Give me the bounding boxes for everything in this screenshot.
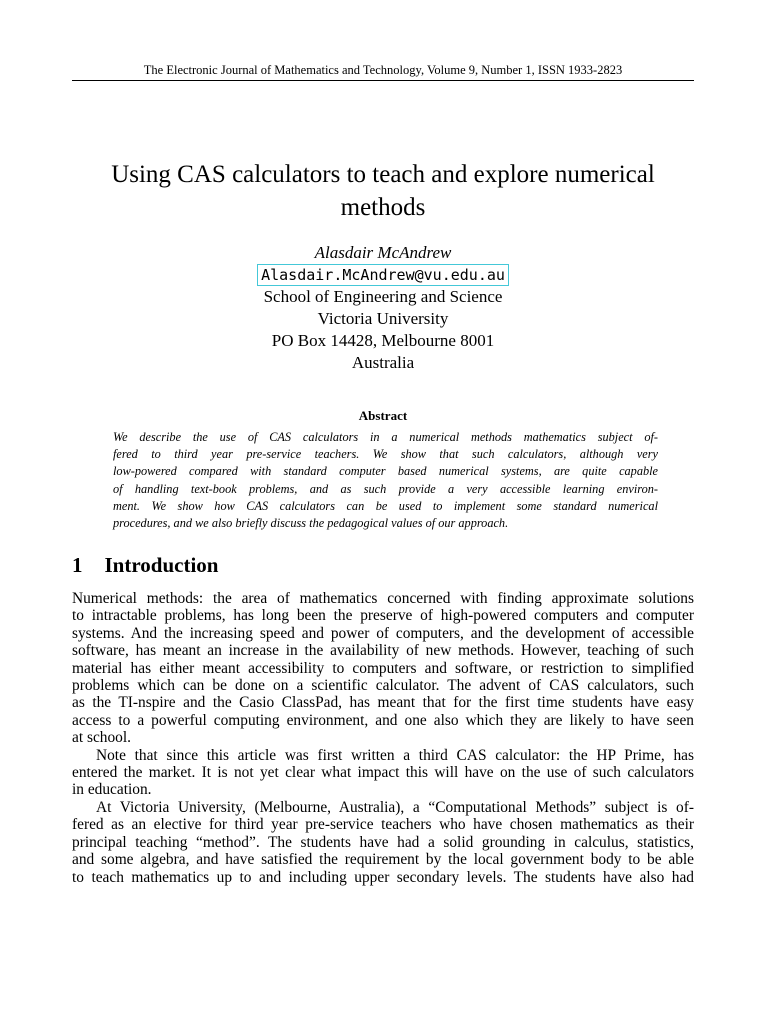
- section-title: Introduction: [104, 553, 219, 577]
- abstract-line: ment. We show how CAS calculators can be used to implement some standard numerical: [113, 498, 658, 513]
- body-line: material has either meant accessibility to computers and software, or restriction to simplified: [72, 659, 694, 677]
- journal-header-text: The Electronic Journal of Mathematics and Technology, Volume 9, Number 1, ISSN 1933-2823: [143, 63, 623, 77]
- section-heading: [72, 553, 218, 578]
- title-line-2: methods: [340, 194, 426, 221]
- abstract-heading: Abstract: [358, 408, 408, 423]
- body-line: systems. And the increasing speed and power of computers, and the development of accessible: [72, 624, 694, 642]
- body-line: access to a powerful computing environment, and one also which they are likely to have seen: [72, 711, 694, 729]
- paper-title: [72, 158, 694, 224]
- body-line: at school.: [72, 729, 131, 747]
- body-line: problems which can be done on a scientific calculator. The advent of CAS calculators, such: [72, 677, 694, 695]
- body-line: fered as an elective for third year pre-service teachers who have chosen mathematics as their: [72, 816, 694, 834]
- body-line: software, has meant an increase in the availability of new methods. However, teaching of such: [72, 642, 694, 660]
- body-line: At Victoria University, (Melbourne, Australia), a “Computational Methods” subject is of-: [96, 798, 694, 816]
- body-line: and some algebra, and have satisfied the requirement by the local government body to be able: [72, 851, 694, 869]
- author-email-link[interactable]: Alasdair.McAndrew@vu.edu.au: [257, 264, 509, 286]
- body-line: Note that since this article was first written a third CAS calculator: the HP Prime, has: [96, 746, 694, 764]
- affiliation-line: PO Box 14428, Melbourne 8001: [271, 331, 495, 350]
- abstract-text: [113, 429, 658, 532]
- running-header: [72, 62, 694, 81]
- body-line: Numerical methods: the area of mathematics concerned with finding approximate solutions: [72, 590, 694, 607]
- abstract-line: fered to third year pre-service teachers. We show that such calculators, although very: [113, 447, 658, 462]
- author-block: [72, 242, 694, 374]
- affiliation-line: School of Engineering and Science: [263, 287, 503, 306]
- affiliation-line: Australia: [351, 353, 415, 372]
- body-line: entered the market. It is not yet clear what impact this will have on the use of such calculators: [72, 764, 694, 782]
- abstract-line: procedures, and we also briefly discuss the pedagogical values of our approach.: [113, 516, 509, 531]
- body-line: as the TI-nspire and the Casio ClassPad, has meant that for the first time students have easy: [72, 694, 694, 712]
- title-line-1: Using CAS calculators to teach and explore numerical: [111, 161, 655, 188]
- body-line: in education.: [72, 781, 152, 799]
- section-number: 1: [72, 553, 83, 577]
- abstract-line: We describe the use of CAS calculators in a numerical methods mathematics subject of-: [113, 430, 658, 444]
- body-line: principal teaching “method”. The students have had a solid grounding in calculus, statistics,: [72, 833, 694, 851]
- body-line: to intractable problems, has long been the preserve of high-powered computers and computer: [72, 607, 694, 625]
- abstract-line: low-powered compared with standard computer based numerical systems, are quite capable: [113, 464, 658, 479]
- author-name: Alasdair McAndrew: [314, 243, 452, 262]
- abstract-line: of handling text-book problems, and as such provide a very accessible learning environ-: [113, 481, 658, 496]
- affiliation-line: Victoria University: [317, 309, 449, 328]
- body-text: [72, 590, 694, 886]
- body-line: to teach mathematics up to and including upper secondary levels. The students have also had: [72, 868, 694, 886]
